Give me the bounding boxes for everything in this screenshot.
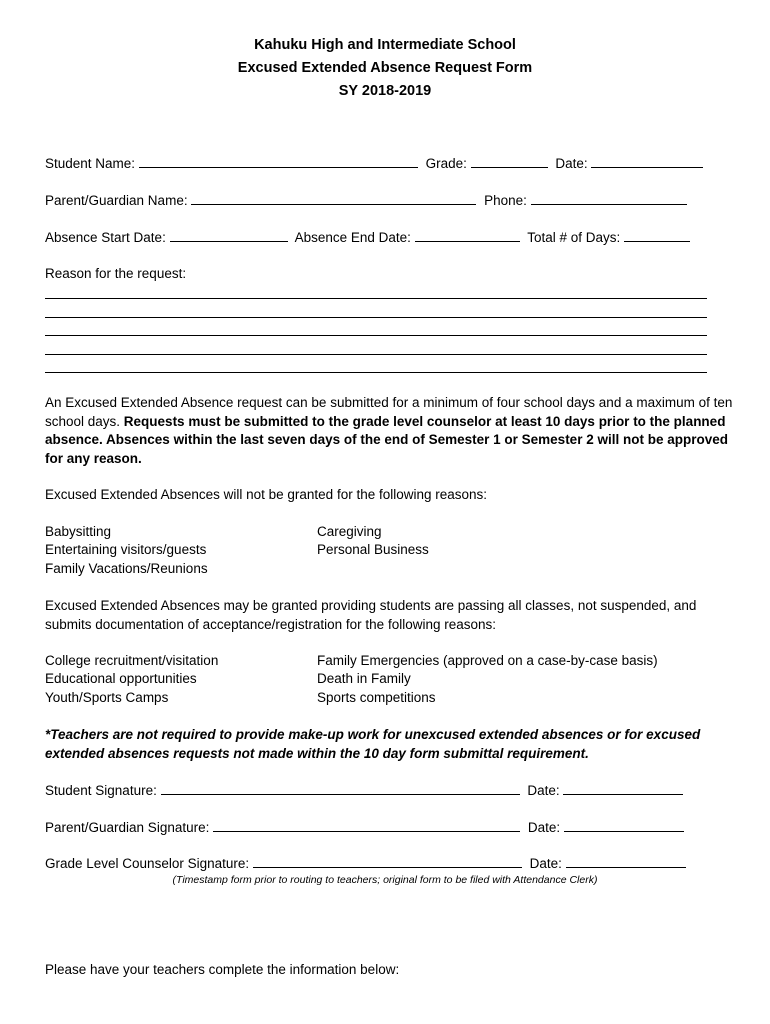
date-field[interactable] [591,155,703,168]
student-name-field[interactable] [139,155,418,168]
list-item: Sports competitions [317,690,436,705]
counselor-signature-row [45,855,690,871]
parent-signature-date-field[interactable] [564,819,684,832]
school-year: SY 2018-2019 [338,83,432,99]
list-item: Youth/Sports Camps [45,690,169,705]
reason-line[interactable] [45,335,707,336]
student-signature-field[interactable] [161,782,520,795]
form-title: Excused Extended Absence Request Form [237,60,533,76]
parent-name-field[interactable] [191,192,476,205]
absence-end-field[interactable] [415,229,520,242]
student-signature-label: Student Signature: [45,783,157,798]
granted-heading: Excused Extended Absences may be granted providing students are passing all classes, not suspended, and submits documentation of acceptance/registration for the following reasons: [45,598,697,632]
list-item: Babysitting [45,524,112,539]
parent-signature-row [45,819,688,835]
grade-field[interactable] [471,155,548,168]
date-label: Date: [529,856,562,871]
list-item: Educational opportunities [45,671,197,686]
phone-field[interactable] [531,192,687,205]
absence-start-label: Absence Start Date: [45,230,166,245]
list-item: College recruitment/visitation [45,653,219,668]
list-item: Death in Family [317,671,411,686]
phone-label: Phone: [484,193,527,208]
absence-start-field[interactable] [170,229,288,242]
not-granted-heading: Excused Extended Absences will not be granted for the following reasons: [45,487,488,502]
student-name-row [45,155,707,171]
list-item: Caregiving [317,524,382,539]
teacher-note: *Teachers are not required to provide make-up work for unexcused extended absences or for excused extended absences requests not made within the 10 day form submittal requirement. [45,727,701,761]
counselor-signature-date-field[interactable] [566,855,686,868]
reason-label: Reason for the request: [45,266,187,281]
reason-line[interactable] [45,372,707,373]
student-name-label: Student Name: [45,156,136,171]
policy-paragraph [45,394,745,468]
counselor-signature-label: Grade Level Counselor Signature: [45,856,250,871]
policy-intro: An Excused Extended Absence request can be submitted for a minimum of four school days and a maximum of ten school days. [45,395,733,429]
total-days-field[interactable] [624,229,690,242]
parent-name-label: Parent/Guardian Name: [45,193,188,208]
list-item: Family Emergencies (approved on a case-by-case basis) [317,653,658,668]
reason-line[interactable] [45,317,707,318]
list-item: Entertaining visitors/guests [45,542,207,557]
absence-end-label: Absence End Date: [294,230,411,245]
reason-line[interactable] [45,298,707,299]
parent-signature-field[interactable] [213,819,520,832]
school-name: Kahuku High and Intermediate School [254,37,516,53]
counselor-signature-field[interactable] [253,855,522,868]
parent-signature-label: Parent/Guardian Signature: [45,820,210,835]
list-item: Personal Business [317,542,429,557]
total-days-label: Total # of Days: [527,230,621,245]
student-signature-row [45,782,687,798]
absence-dates-row [45,229,694,245]
date-label: Date: [555,156,588,171]
timestamp-note: (Timestamp form prior to routing to teachers; original form to be filed with Attendance Clerk) [172,874,598,886]
date-label: Date: [527,820,561,835]
student-signature-date-field[interactable] [563,782,683,795]
date-label: Date: [527,783,560,798]
grade-label: Grade: [425,156,467,171]
parent-row [45,192,691,208]
reason-line[interactable] [45,354,707,355]
teachers-prompt: Please have your teachers complete the information below: [45,962,400,977]
policy-deadline: Requests must be submitted to the grade level counselor at least 10 days prior to the planned absence. Absences within the last seven days of the end of Semester 1 or Semester 2 will not be approved for any reason. [45,413,728,466]
list-item: Family Vacations/Reunions [45,561,208,576]
